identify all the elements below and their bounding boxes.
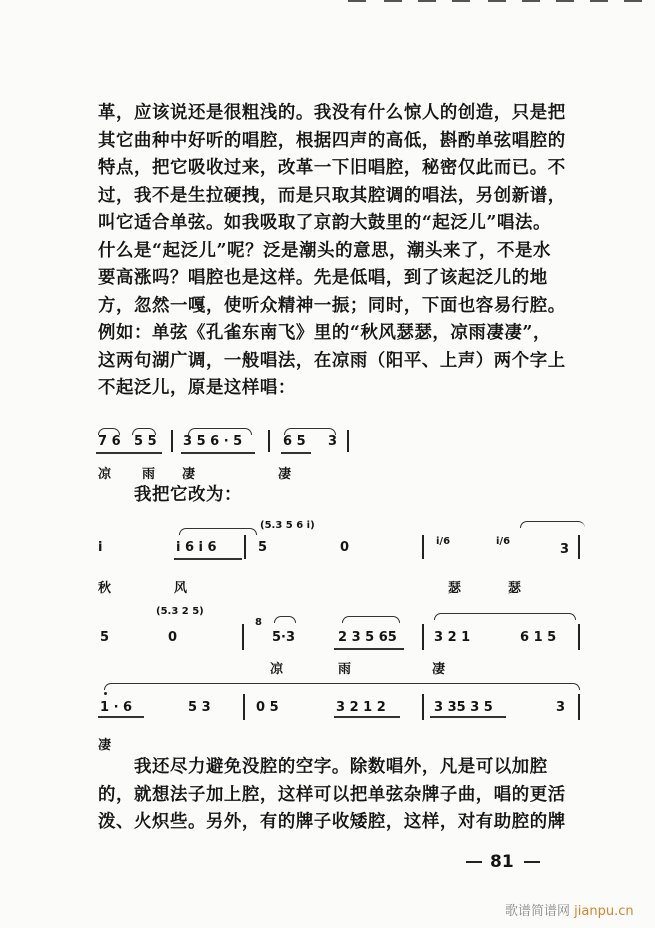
underline — [96, 452, 162, 454]
note-group: 0 5 — [256, 700, 279, 715]
grace-note: i/6 — [436, 536, 451, 547]
note: 0 — [340, 540, 350, 555]
header-dash — [624, 0, 642, 2]
header-dash — [418, 0, 436, 2]
watermark-site-name: 歌谱简谱网 — [505, 904, 571, 919]
text-line: 过，我不是生拉硬拽，而是只取其腔调的唱法，另创新谱， — [98, 185, 566, 206]
text-line: 例如：单弦《孔雀东南飞》里的“秋风瑟瑟，凉雨凄凄”， — [98, 323, 551, 343]
barline — [347, 430, 349, 452]
header-dash — [522, 0, 540, 2]
barline — [578, 535, 580, 559]
barline — [578, 694, 580, 720]
lyric: 瑟 — [448, 581, 462, 596]
note: 3 — [560, 542, 570, 557]
lyric: 秋 — [98, 581, 112, 596]
barline — [243, 694, 245, 720]
note-group: 5·3 — [272, 630, 296, 645]
note-group: 6 5 — [283, 434, 306, 449]
text-line: 其它曲种中好听的唱腔，根据四声的高低，斟酌单弦唱腔的 — [98, 130, 566, 151]
lyric: 凄 — [432, 662, 446, 677]
note-group: 3 2 1 — [434, 630, 471, 645]
note-group: 5 3 — [188, 700, 211, 715]
text-line: 我把它改为： — [134, 485, 242, 505]
note-group: 5 5 — [134, 434, 157, 449]
underline — [181, 452, 255, 454]
underline — [334, 648, 404, 650]
text-line: 革，应该说还是很粗浅的。我没有什么惊人的创造，只是把 — [98, 103, 566, 123]
slur — [342, 616, 400, 623]
page-number: 81 — [490, 852, 514, 872]
text-line: 泼、火炽些。另外，有的牌子收矮腔，这样，对有助腔的牌 — [98, 812, 566, 832]
slur — [274, 616, 296, 623]
lyric: 风 — [174, 581, 188, 596]
text-line: 叫它适合单弦。如我吸取了京韵大鼓里的“起泛儿”唱法。 — [98, 213, 551, 233]
lyric: 凄 — [98, 738, 112, 753]
slur — [104, 683, 580, 690]
grace-note: i/6 — [496, 536, 511, 547]
text-line: 这两句湖广调，一般唱法，在凉雨（阳平、上声）两个字上 — [98, 350, 566, 371]
lyric: 瑟 — [508, 581, 522, 596]
watermark-url: jianpu.cn — [574, 904, 634, 919]
note: 3 — [556, 700, 566, 715]
text-line: 的，就想法子加上腔，这样可以把单弦杂牌子曲，唱的更活 — [98, 784, 566, 805]
note-group: i 6 i 6 — [176, 540, 217, 555]
underline — [334, 716, 400, 718]
header-dash — [384, 0, 402, 2]
instrumental-bracket: (5.3 2 5) — [156, 606, 204, 617]
barline — [244, 535, 246, 559]
text-line: 特点，把它吸收过来，改革一下旧唱腔，秘密仅此而已。不 — [98, 158, 566, 178]
note-group: 3 5 6 · 5 — [183, 434, 243, 449]
underline — [174, 558, 242, 560]
header-dash — [348, 0, 366, 2]
slur — [434, 613, 576, 620]
note: i — [98, 540, 103, 555]
body-paragraph-1 — [98, 100, 588, 403]
header-dash — [452, 0, 470, 2]
underline — [281, 452, 311, 454]
lyric: 雨 — [338, 662, 352, 677]
barline — [268, 430, 270, 452]
note-group: 7 6 — [98, 434, 121, 449]
text-line: 不起泛儿，原是这样唱： — [98, 378, 296, 398]
note-group: 2 3 5 65 — [338, 630, 397, 645]
text-line: 我还尽力避免没腔的空字。除数唱外，凡是可以加腔 — [134, 757, 548, 777]
note: 5 — [258, 540, 268, 555]
instrumental-bracket: (5.3 5 6 i) — [260, 520, 315, 531]
note-group: 3 35 3 5 — [434, 700, 493, 715]
header-dash — [556, 0, 574, 2]
note: 3 — [328, 434, 338, 449]
text-line: 什么是“起泛儿”呢？泛是潮头的意思，潮头来了，不是水 — [98, 240, 551, 261]
lyric: 雨 — [142, 467, 156, 482]
page-number-dash-right — [524, 861, 540, 863]
barline — [171, 430, 173, 452]
body-paragraph-2 — [98, 754, 588, 837]
header-dash — [488, 0, 506, 2]
grace-note: 8 — [255, 617, 262, 628]
barline — [422, 535, 424, 559]
note-group: 3 2 1 2 — [336, 700, 386, 715]
lyric: 凉 — [98, 467, 112, 482]
note-group: 1 · 6 — [100, 700, 133, 715]
note-group: 6 1 5 — [520, 630, 557, 645]
octave-dot — [104, 692, 107, 695]
slur — [520, 521, 585, 528]
transition-text — [134, 482, 624, 510]
lyric: 凄 — [182, 467, 196, 482]
lyric: 凉 — [270, 662, 284, 677]
barline — [242, 624, 244, 650]
barline — [578, 624, 580, 650]
underline — [98, 716, 144, 718]
underline — [430, 716, 506, 718]
header-dash — [590, 0, 608, 2]
page-number-dash-left — [466, 861, 482, 863]
watermark — [505, 900, 634, 919]
note: 0 — [168, 630, 178, 645]
lyric: 凄 — [278, 467, 292, 482]
text-line: 要高涨吗？唱腔也是这样。先是低唱，到了该起泛儿的地 — [98, 268, 548, 288]
text-line: 方，忽然一嘎，使听众精神一振；同时，下面也容易行腔。 — [98, 295, 566, 316]
slur — [179, 528, 257, 535]
note: 5 — [100, 630, 110, 645]
barline — [422, 694, 424, 720]
barline — [422, 624, 424, 650]
